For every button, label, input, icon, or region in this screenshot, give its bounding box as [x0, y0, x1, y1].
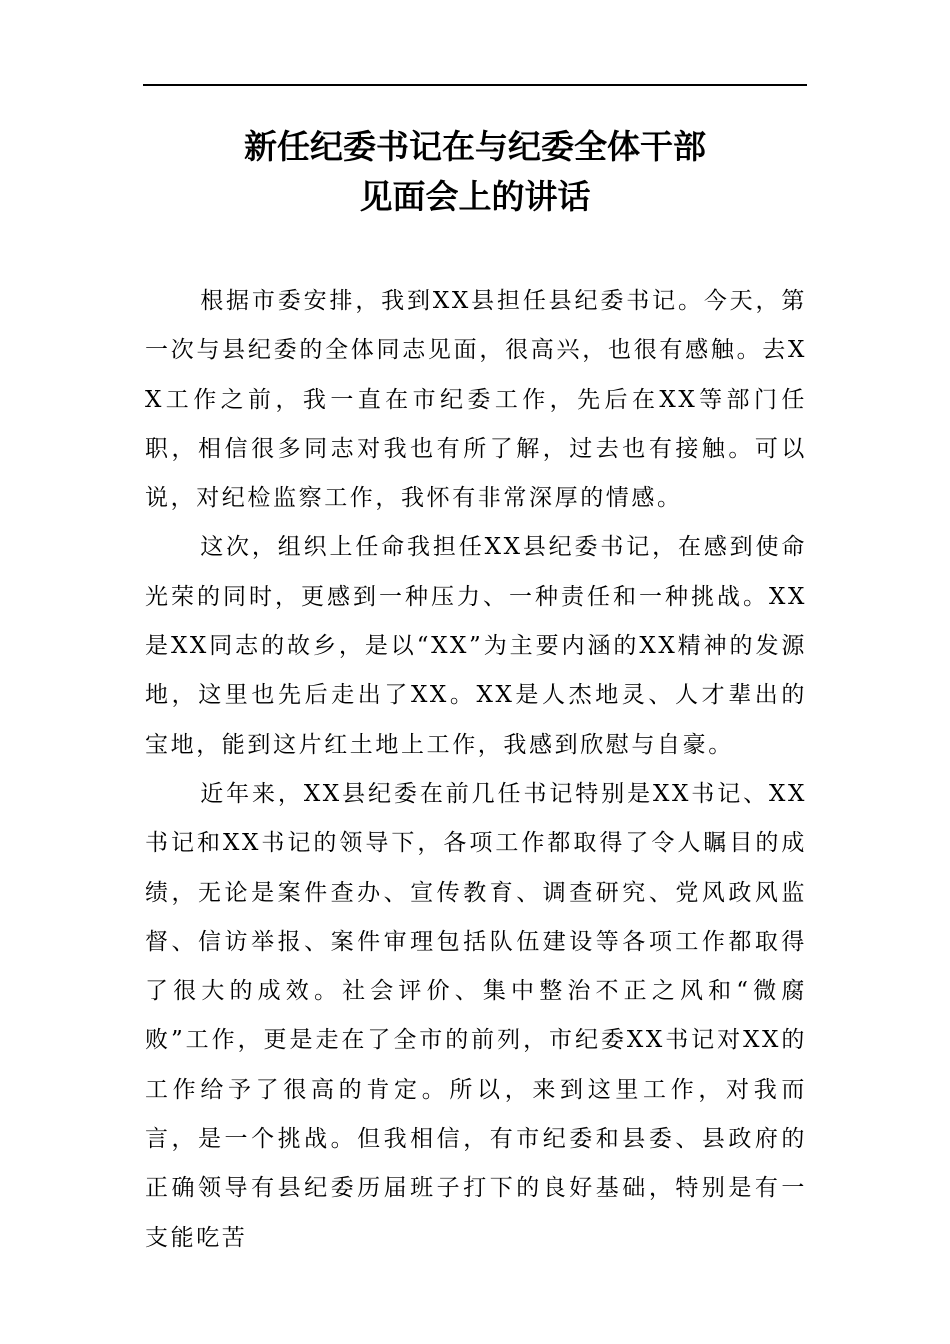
document-body: [145, 277, 807, 1263]
header-rule: [143, 84, 807, 86]
paragraph-2: 这次，组织上任命我担任XX县纪委书记，在感到使命光荣的同时，更感到一种压力、一种责任和一种挑战。XX是XX同志的故乡，是以“XX”为主要内涵的XX精神的发源地，这里也先后走出了XX。XX是人杰地灵、人才辈出的宝地，能到这片红土地上工作，我感到欣慰与自豪。: [145, 534, 807, 758]
title-line-2: 见面会上的讲话: [359, 177, 591, 216]
paragraph-1: 根据市委安排，我到XX县担任县纪委书记。今天，第一次与县纪委的全体同志见面，很高兴，也很有感触。去XX工作之前，我一直在市纪委工作，先后在XX等部门任职，相信很多同志对我也有所了解，过去也有接触。可以说，对纪检监察工作，我怀有非常深厚的情感。: [145, 288, 807, 512]
paragraph-3: 近年来，XX县纪委在前几任书记特别是XX书记、XX书记和XX书记的领导下，各项工作都取得了令人瞩目的成绩，无论是案件查办、宣传教育、调查研究、党风政风监督、信访举报、案件审理包括队伍建设等各项工作都取得了很大的成效。社会评价、集中整治不正之风和“微腐败”工作，更是走在了全市的前列，市纪委XX书记对XX的工作给予了很高的肯定。所以，来到这里工作，对我而言，是一个挑战。但我相信，有市纪委和县委、县政府的正确领导有县纪委历届班子打下的良好基础，特别是有一支能吃苦: [145, 780, 807, 1251]
title-line-1: 新任纪委书记在与纪委全体干部: [244, 127, 706, 166]
document-title: [143, 122, 807, 222]
